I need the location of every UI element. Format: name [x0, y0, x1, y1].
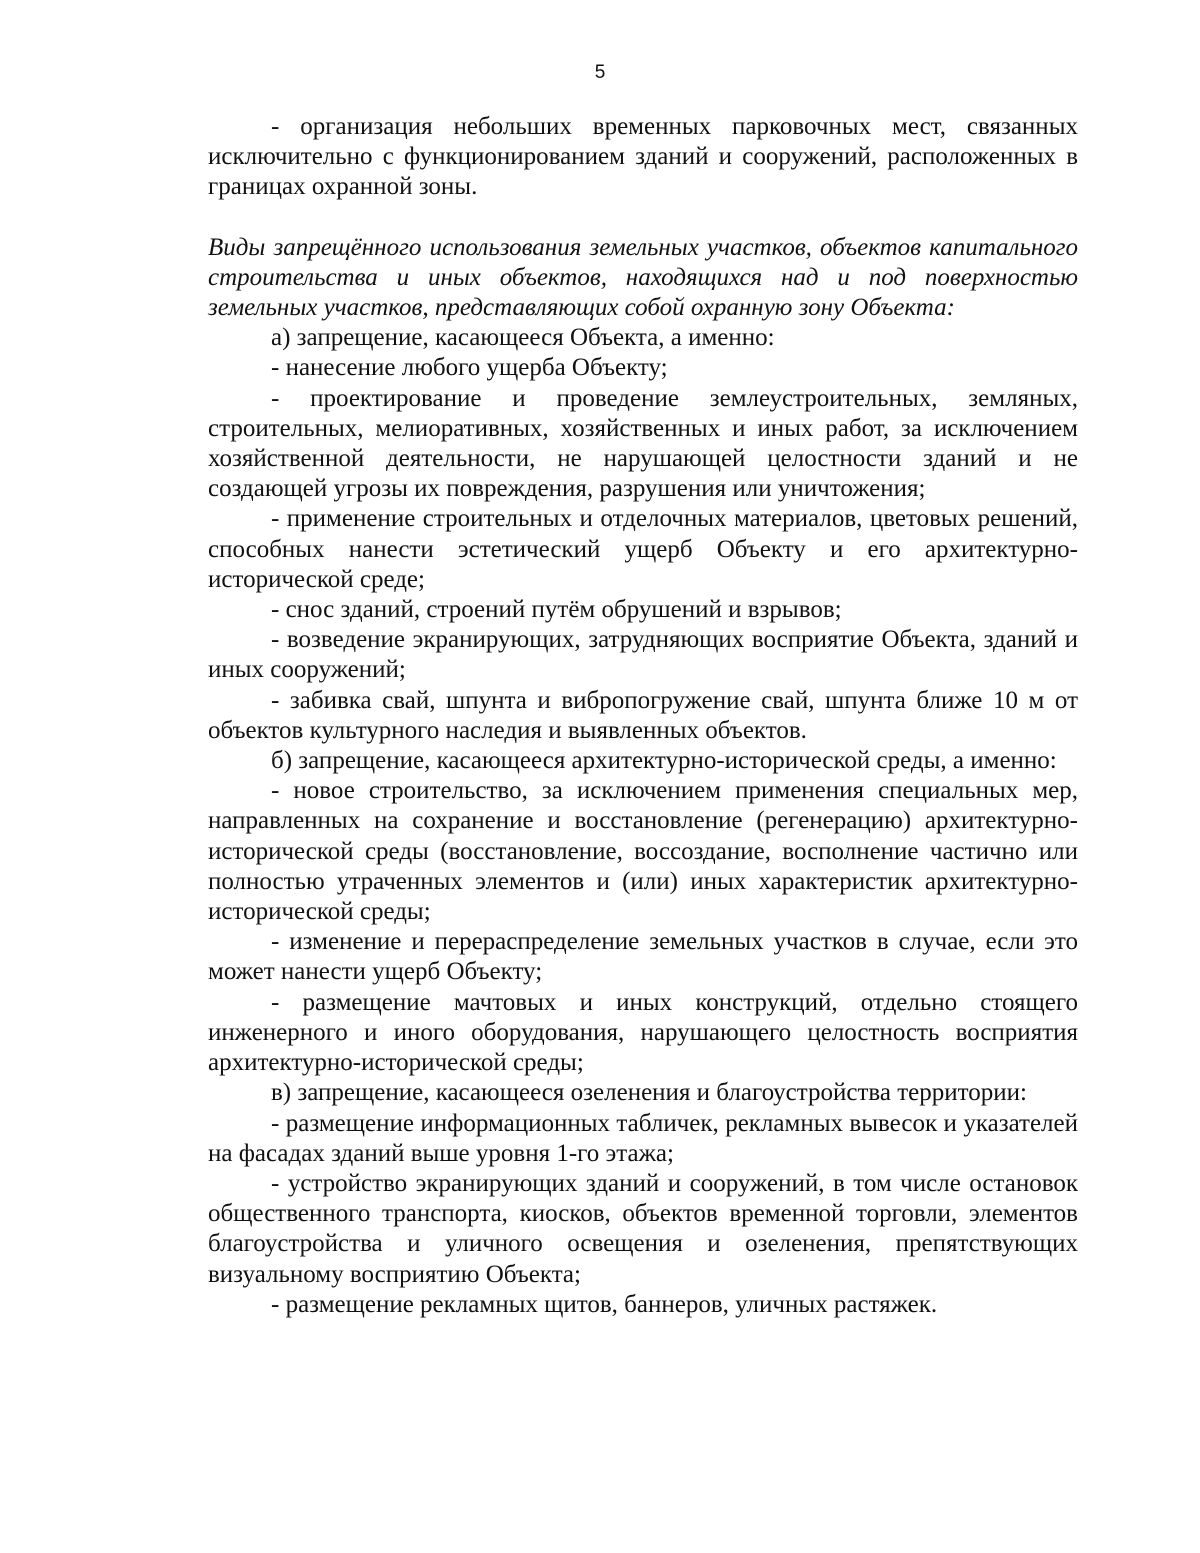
list-item-v: в) запрещение, касающееся озеленения и благоустройства территории:: [271, 1079, 1027, 1107]
list-item: - возведение экранирующих, затрудняющих восприятие Объекта, зданий и иных сооружений;: [208, 626, 1078, 684]
list-item: - проектирование и проведение землеустроительных, земляных, строительных, мелиоративных, хозяйственных и иных работ, за исключением хозяйственной деятельности, не нарушающей целостности зданий и не создающей угрозы их повреждения, разрушения или уничтожения;: [208, 384, 1078, 503]
list-item: - размещение рекламных щитов, баннеров, уличных растяжек.: [271, 1290, 938, 1318]
document-body: [208, 112, 1078, 1320]
list-item: - нанесение любого ущерба Объекту;: [271, 354, 668, 382]
list-item: - применение строительных и отделочных материалов, цветовых решений, способных нанести эстетический ущерб Объекту и его архитектурно-исторической среде;: [208, 505, 1078, 593]
list-item-b: б) запрещение, касающееся архитектурно-исторической среды, а именно:: [271, 747, 1057, 775]
paragraph-parking: - организация небольших временных парковочных мест, связанных исключительно с функционированием зданий и сооружений, расположенных в границах охранной зоны.: [208, 113, 1078, 201]
list-item: - новое строительство, за исключением применения специальных мер, направленных на сохранение и восстановление (регенерацию) архитектурно-исторической среды (восстановление, воссоздание, восполнение частично или полностью утраченных элементов и (или) иных характеристик архитектурно-исторической среды;: [208, 777, 1078, 926]
section-heading-prohibited-use: Виды запрещённого использования земельных участков, объектов капитального строительства и иных объектов, находящихся над и под поверхностью земельных участков, представляющих собой охранную зону Объекта:: [208, 233, 1078, 322]
list-item-a: а) запрещение, касающееся Объекта, а именно:: [271, 324, 775, 352]
list-item: - изменение и перераспределение земельных участков в случае, если это может нанести ущерб Объекту;: [208, 928, 1078, 986]
list-item: - устройство экранирующих зданий и сооружений, в том числе остановок общественного транспорта, киосков, объектов временной торговли, элементов благоустройства и уличного освещения и озеленения, препятствующих визуальному восприятию Объекта;: [208, 1169, 1078, 1288]
list-item: - забивка свай, шпунта и вибропогружение свай, шпунта ближе 10 м от объектов культурного наследия и выявленных объектов.: [208, 686, 1078, 744]
page-number: 5: [594, 62, 606, 83]
list-item: - размещение информационных табличек, рекламных вывесок и указателей на фасадах зданий выше уровня 1-го этажа;: [208, 1109, 1078, 1167]
list-item: - размещение мачтовых и иных конструкций, отдельно стоящего инженерного и иного оборудования, нарушающего целостность восприятия архитектурно-исторической среды;: [208, 988, 1078, 1077]
list-item: - снос зданий, строений путём обрушений и взрывов;: [271, 596, 842, 624]
